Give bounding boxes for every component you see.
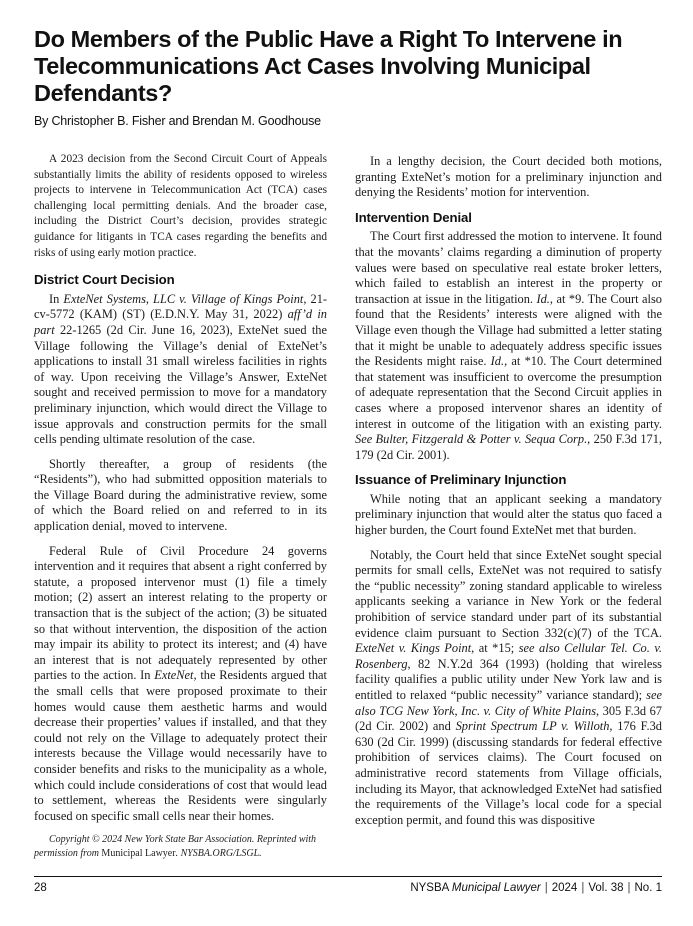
year: 2024 xyxy=(551,882,578,894)
org-name: NYSBA xyxy=(410,882,449,894)
intro-paragraph: A 2023 decision from the Second Circuit Court of Appeals substantially limits the ability of residents opposed to wireless projects to intervene in Telecommunication Act (TCA) cases challenging local permitting denials. And the broader case, including the District Court’s decision, provides strategic guidance for litigants in TCA cases regarding the benefits and risks of using early motion practice. xyxy=(34,153,327,259)
text: In xyxy=(49,291,64,306)
heading-intervention-denial: Intervention Denial xyxy=(355,209,472,225)
left-column xyxy=(34,152,327,869)
case-citation: see also Cellular Tel. Co. v. Rosenberg xyxy=(355,641,663,671)
text: , 176 F.3d 630 (2d Cir. 1999) (discussing standards for federal effective prohibition of services claims). The Court focused on administrative record statements from Village officials, including its Mayor, that acknowledged ExteNet had satisfied the requirements of the Village’s local code for a special exception permit, and found this was dispositive xyxy=(355,719,663,827)
text: , at *9. The Court also found that the Residents’ interests were aligned with the Village even though the Village had submitted a letter stating that it might be unable to adequately address specific issues the Residents might raise. xyxy=(355,291,662,369)
text: . NYSBA.ORG/LSGL. xyxy=(175,847,262,859)
citation: Id. xyxy=(536,291,550,306)
heading-issuance-of-preliminary-injunction: Issuance of Preliminary Injunction xyxy=(355,472,567,488)
separator: | xyxy=(581,882,585,894)
publication-name: Municipal Lawyer xyxy=(451,882,541,894)
text: 22-1265 (2d Cir. June 16, 2023), ExteNet sued the Village following the Village’s denial of ExteNet’s applications to install 31 small wireless facilities in rights of way. Upon receiving the Village’s Answer, ExteNet sought and received permission to move for a mandatory preliminary injunction, which would direct the Village to issue approvals and construction permits for the small cells pending ultimate resolution of the case. xyxy=(34,322,327,447)
case-citation: see also TCG New York, Inc. v. City of White Plains xyxy=(355,688,662,718)
footer-divider xyxy=(34,876,662,877)
case-citation: See Bulter, Fitzgerald & Potter v. Sequa Corp. xyxy=(355,432,588,447)
text: , 21-cv-5772 (KAM) (ST) (E.D.N.Y. May 31, 2022) xyxy=(34,291,328,322)
volume: Vol. 38 xyxy=(588,882,624,894)
text: Copyright © 2024 New York State Bar Association. Reprinted with permission from xyxy=(34,834,317,859)
case-citation: ExteNet xyxy=(154,668,194,683)
page-number: 28 xyxy=(34,882,47,894)
citation: Id. xyxy=(490,354,505,369)
affd-label: aff’d in part xyxy=(34,307,327,337)
paragraph xyxy=(34,544,327,825)
publication-name: Municipal Lawyer xyxy=(101,847,176,859)
text: , at *10. The Court determined that statement was insufficient to overcome the presumption of adequate representation that the Second Circuit applies in cases where a proposed intervenor shares an identity of interest in outcome of the litigation with an existing party. xyxy=(355,354,662,431)
byline: By Christopher B. Fisher and Brendan M. Goodhouse xyxy=(34,114,321,128)
text: , the Residents argued that the small cells that were proposed proximate to their homes would cause them aesthetic harms and would decrease their properties’ values if installed, and that they could not rely on the Village to adequately protect their interests because the Village would necessarily have to consider benefits and risks to the municipality as a whole, which could include considerations of cost that would lead to settlement, whereas the Residents were singularly focused on specific small cells near their homes. xyxy=(34,668,327,823)
text: Federal Rule of Civil Procedure 24 governs intervention and it requires that absent a right conferred by statute, a proposed intervenor must (1) file a timely motion; (2) assert an interest relating to the property or transaction that is the subject of the action; (3) be situated so that without intervention, the disposition of the action may impair its ability to protect its interest; and (4) have an interest that is not adequately represented by other parties to the action. In xyxy=(34,543,327,683)
text: , 82 N.Y.2d 364 (1993) (holding that wireless facility qualifies a public utility under New York law and is entitled to relaxed “public necessity” variance standard); xyxy=(355,656,662,702)
paragraph xyxy=(34,292,327,448)
heading-district-court-decision: District Court Decision xyxy=(34,272,175,288)
paragraph xyxy=(355,229,662,463)
text: , at *15; xyxy=(471,641,519,656)
text: , 250 F.3d 171, 179 (2d Cir. 2001). xyxy=(355,432,663,462)
text: Notably, the Court held that since ExteNet sought special permits for small cells, ExteNet was not required to satisfy the “public necessity” zoning standard applicable to wireless applicants seeking a variance in New York or the federal prohibition of service standard under part of its substantial evidence claim pursuant to Section 332(c)(7) of the TCA. xyxy=(355,547,662,640)
case-citation: Sprint Spectrum LP v. Willoth xyxy=(455,719,610,734)
paragraph: While noting that an applicant seeking a mandatory preliminary injunction that would alter the status quo faced a higher burden, the Court found ExteNet met that burden. xyxy=(355,491,662,538)
case-citation: ExteNet Systems, LLC v. Village of Kings Point xyxy=(63,291,304,306)
paragraph: Shortly thereafter, a group of residents (the “Residents”), who had submitted opposition materials to the Village Board during the administrative review, some of which the Board relied on and referred to in its application denial, moved to intervene. xyxy=(34,456,327,534)
case-citation: ExteNet v. Kings Point xyxy=(355,641,472,656)
copyright-notice xyxy=(34,833,327,860)
publication-footer xyxy=(410,882,662,894)
issue: No. 1 xyxy=(634,882,662,894)
text: , 305 F.3d 67 (2d Cir. 2002) and xyxy=(355,703,662,734)
paragraph: In a lengthy decision, the Court decided both motions, granting ExteNet’s motion for a preliminary injunction and denying the Residents’ motion for intervention. xyxy=(355,154,662,200)
right-column xyxy=(355,154,662,837)
separator: | xyxy=(627,882,631,894)
article-title: Do Members of the Public Have a Right To Intervene in Telecommunications Act Cases Involving Municipal Defendants? xyxy=(34,26,623,106)
text: The Court first addressed the motion to intervene. It found that the movants’ claims regarding a diminution of property values were based on speculative real estate broker letters, which failed to establish an interest in the property or transaction at issue in the litigation. xyxy=(355,229,662,306)
paragraph xyxy=(355,548,662,829)
separator: | xyxy=(544,882,548,894)
